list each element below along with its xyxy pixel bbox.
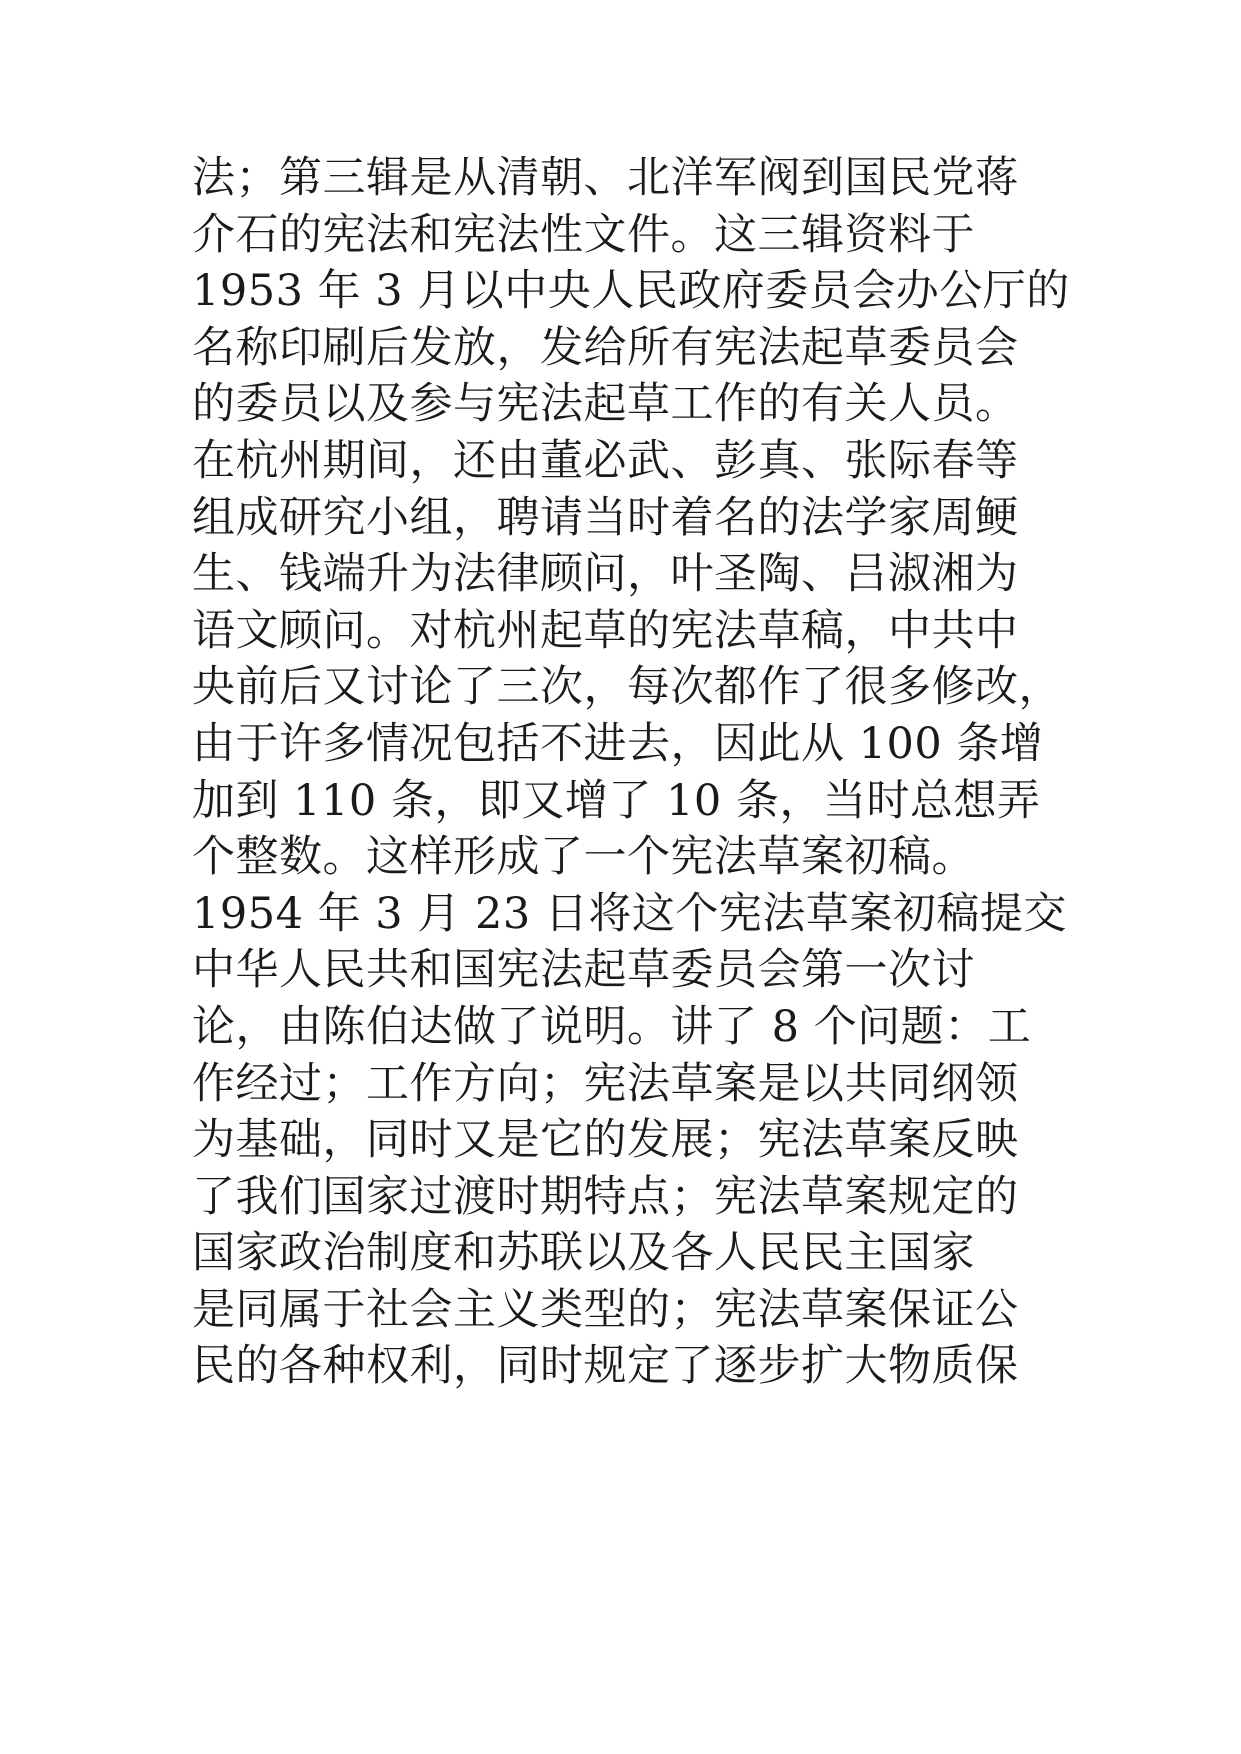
text-line: 法；第三辑是从清朝、北洋军阀到国民党蒋 xyxy=(192,153,1019,203)
text-line: 国家政治制度和苏联以及各人民民主国家 xyxy=(192,1228,975,1279)
text-line: 央前后又讨论了三次，每次都作了很多修改， xyxy=(192,662,1062,713)
text-line: 在杭州期间，还由董必武、彭真、张际春等 xyxy=(192,435,1019,486)
text-line: 民的各种权利，同时规定了逐步扩大物质保 xyxy=(192,1341,1019,1392)
text-line: 组成研究小组，聘请当时着名的法学家周鲠 xyxy=(192,492,1019,543)
text-line: 加到 110 条，即又增了 10 条，当时总想弄 xyxy=(192,775,1041,826)
text-line: 是同属于社会主义类型的；宪法草案保证公 xyxy=(192,1284,1019,1335)
text-line: 了我们国家过渡时期特点；宪法草案规定的 xyxy=(192,1171,1019,1222)
text-line: 作经过；工作方向；宪法草案是以共同纲领 xyxy=(192,1058,1019,1109)
text-line: 名称印刷后发放，发给所有宪法起草委员会 xyxy=(192,322,1019,373)
text-line: 语文顾问。对杭州起草的宪法草稿，中共中 xyxy=(192,605,1019,656)
text-line: 1953 年 3 月以中央人民政府委员会办公厅的 xyxy=(192,266,1070,317)
text-line: 生、钱端升为法律顾问，叶圣陶、吕淑湘为 xyxy=(192,549,1019,600)
body-text xyxy=(192,150,1092,1395)
text-line: 的委员以及参与宪法起草工作的有关人员。 xyxy=(192,379,1019,430)
text-line: 个整数。这样形成了一个宪法草案初稿。 xyxy=(192,832,975,883)
text-line: 为基础，同时又是它的发展；宪法草案反映 xyxy=(192,1115,1019,1166)
text-line: 介石的宪法和宪法性文件。这三辑资料于 xyxy=(192,209,975,260)
text-line: 1954 年 3 月 23 日将这个宪法草案初稿提交 xyxy=(192,888,1067,939)
text-line: 由于许多情况包括不进去，因此从 100 条增 xyxy=(192,718,1044,769)
text-line: 论，由陈伯达做了说明。讲了 8 个问题：工 xyxy=(192,1001,1032,1052)
text-line: 中华人民共和国宪法起草委员会第一次讨 xyxy=(192,945,975,996)
